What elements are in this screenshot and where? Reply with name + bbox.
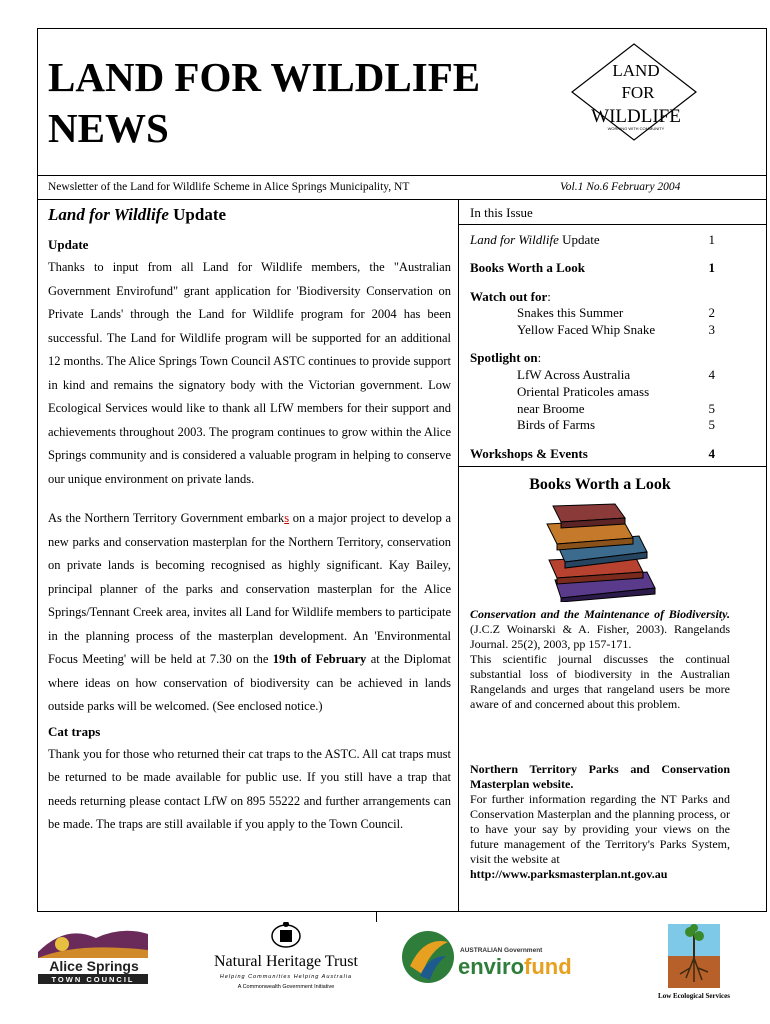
toc-section-watch — [470, 288, 715, 305]
toc-item-update-italic: Land for Wildlife — [470, 232, 559, 247]
footer-tick — [376, 912, 377, 922]
nht-initiative: A Commonwealth Government Initiative — [237, 984, 335, 990]
logo-text-wildlife: WILDLIFE — [591, 106, 681, 127]
toc-item-birds[interactable] — [470, 416, 715, 433]
logo-text-land: LAND — [612, 61, 660, 80]
toc-item-lfw-across[interactable] — [470, 366, 715, 383]
toc-item-whip-snake[interactable] — [470, 321, 715, 338]
toc-divider-top — [458, 224, 766, 225]
toc-section-spotlight — [470, 349, 715, 366]
toc-item-books[interactable] — [470, 259, 715, 276]
les-name: Low Ecological Services — [658, 992, 730, 1000]
toc-item-workshops-label: Workshops & Events — [470, 446, 588, 461]
envirofund-wordmark-enviro: enviro — [458, 954, 525, 979]
toc-item-praticoles[interactable] — [470, 383, 715, 417]
masterplan-paragraph — [48, 507, 451, 719]
toc-page-number: 1 — [708, 232, 715, 247]
toc-page-number: 2 — [708, 305, 715, 320]
masterplan-text-correction: s — [284, 511, 290, 525]
logo-text-for: FOR — [621, 83, 655, 102]
envirofund-wordmark-fund: fund — [524, 954, 572, 979]
astc-subtitle: TOWN COUNCIL — [51, 975, 135, 984]
envirofund-wordmark — [458, 954, 572, 979]
toc-item-books-label: Books Worth a Look — [470, 260, 585, 275]
low-ecological-services-logo — [650, 922, 750, 1002]
toc-item-praticoles-line2: near Broome — [517, 401, 585, 416]
update-subheading: Update — [48, 237, 89, 252]
meeting-date: 19th of February — [272, 652, 367, 666]
toc-item-update[interactable] — [470, 231, 715, 248]
toc-page-number: 4 — [708, 446, 715, 461]
toc-item-snakes[interactable] — [470, 304, 715, 321]
article-heading-rest: Update — [168, 205, 227, 224]
toc-page-number: 1 — [708, 260, 715, 275]
toc-page-number: 5 — [708, 401, 715, 416]
masterplan-url-link[interactable]: http://www.parksmasterplan.nt.gov.au — [470, 867, 668, 881]
article-heading — [48, 204, 451, 226]
toc-item-lfw-across-label: LfW Across Australia — [517, 367, 631, 382]
article-heading-italic: Land for Wildlife — [48, 205, 169, 224]
coat-of-arms-icon — [272, 922, 300, 947]
toc-watch-label: Watch out for — [470, 289, 548, 304]
toc-spotlight-colon: : — [537, 350, 542, 365]
cat-traps-paragraph: Thank you for those who returned their cat traps to the ASTC. All cat traps must be returned to be made available for public use. If you still have a trap that needs returning please contact LfW on 895 55222 and further arrangements can be made. The traps are still available if you apply to the Town Council. — [48, 746, 451, 831]
books-heading: Books Worth a Look — [529, 476, 671, 493]
masterplan-text-a: As the Northern Territory Government embark — [48, 511, 285, 525]
cat-traps-heading: Cat traps — [48, 723, 101, 739]
column-divider — [458, 200, 459, 912]
natural-heritage-trust-logo — [206, 922, 366, 994]
main-article — [48, 204, 451, 837]
newsletter-title — [48, 52, 480, 154]
toc-watch-colon: : — [547, 289, 551, 304]
toc-item-snakes-label: Snakes this Summer — [517, 305, 624, 320]
book-entry-masterplan — [470, 762, 730, 882]
astc-name: Alice Springs — [49, 958, 139, 974]
toc-page-number: 3 — [708, 322, 715, 337]
toc-page-number: 4 — [708, 367, 715, 382]
logo-tagline: WORKING WITH COMMUNITY — [607, 126, 665, 131]
alice-springs-town-council-logo — [36, 922, 152, 984]
website-title: Northern Territory Parks and Conservation Masterplan website. — [470, 762, 730, 791]
book-title-biodiversity: Conservation and the Maintenance of Biodiversity. — [470, 607, 730, 621]
toc-item-praticoles-line1: Oriental Praticoles amass — [517, 384, 650, 399]
book-stack-icon — [535, 502, 670, 602]
land-for-wildlife-logo — [570, 42, 698, 142]
title-line-1: LAND FOR WILDLIFE — [48, 54, 481, 100]
book-stack-illustration — [547, 504, 655, 602]
toc-item-update-rest: Update — [558, 232, 600, 247]
toc-item-birds-label: Birds of Farms — [517, 417, 595, 432]
website-description: For further information regarding the NT Parks and Conservation Masterplan and the planning process, or to have your say by providing your views on the future management of the Territory's Parks System, visit the website at — [470, 792, 730, 866]
book-reference: (J.C.Z Woinarski & A. Fisher, 2003). Rangelands Journal. 25(2), 2003, pp 157-171. — [470, 622, 730, 651]
newsletter-subtitle: Newsletter of the Land for Wildlife Scheme in Alice Springs Municipality, NT — [48, 181, 410, 193]
masterplan-text-b: on a major project to develop a new parks and conservation masterplan for the Northern Territory, conservation on private lands is becoming recognised as highly significant. Kay Bailey, principal planner of the parks and conservation masterplan for the Alice Springs/Tennant Creek area, invites all Land for Wildlife members to participate in the planning process of the masterplan development. An 'Environmental Focus Meeting' will be held at 7.30 on the — [48, 511, 451, 666]
nht-tagline: Helping Communities Helping Australia — [219, 974, 353, 980]
toc-page-number: 5 — [708, 417, 715, 432]
issue-number: Vol.1 No.6 February 2004 — [560, 181, 681, 193]
toc-spotlight-label: Spotlight on — [470, 350, 538, 365]
toc-heading: In this Issue — [470, 205, 533, 220]
toc-item-workshops[interactable] — [470, 445, 715, 462]
envirofund-logo — [400, 926, 595, 988]
book-description: This scientific journal discusses the continual substantial loss of biodiversity in the Australian Rangelands and urges that rangeland users be more aware of and concerned about this problem. — [470, 652, 730, 711]
title-line-2: NEWS — [48, 105, 169, 151]
update-paragraph: Thanks to input from all Land for Wildlife members, the "Australian Government Envirofund" grant application for 'Biodiversity Conservation on Private Lands' through the Land for Wildlife program for 2004 has been successful. The Land for Wildlife program will be supported for an additional 12 months. The Alice Springs Town Council ASTC continues to provide support in kind and remains the signatory body with the Victorian government. Low Ecological Services would like to thank all LfW members for their support and achievements throughout 2003. The program continues to grow within the Alice Springs community and is considered a valuable program in helping to conserve our unique environment on private lands. — [48, 260, 451, 486]
nht-name: Natural Heritage Trust — [214, 953, 358, 970]
envirofund-government-label: AUSTRALIAN Government — [460, 947, 543, 954]
masterplan-text-c: at the Diplomat where ideas on how conservation of biodiversity can be achieved in lands outside parks will be welcomed. (See enclosed notice.) — [48, 652, 451, 713]
book-entry-biodiversity — [470, 607, 730, 712]
toc-item-whip-snake-label: Yellow Faced Whip Snake — [517, 322, 656, 337]
toc-divider-bottom — [458, 466, 766, 467]
